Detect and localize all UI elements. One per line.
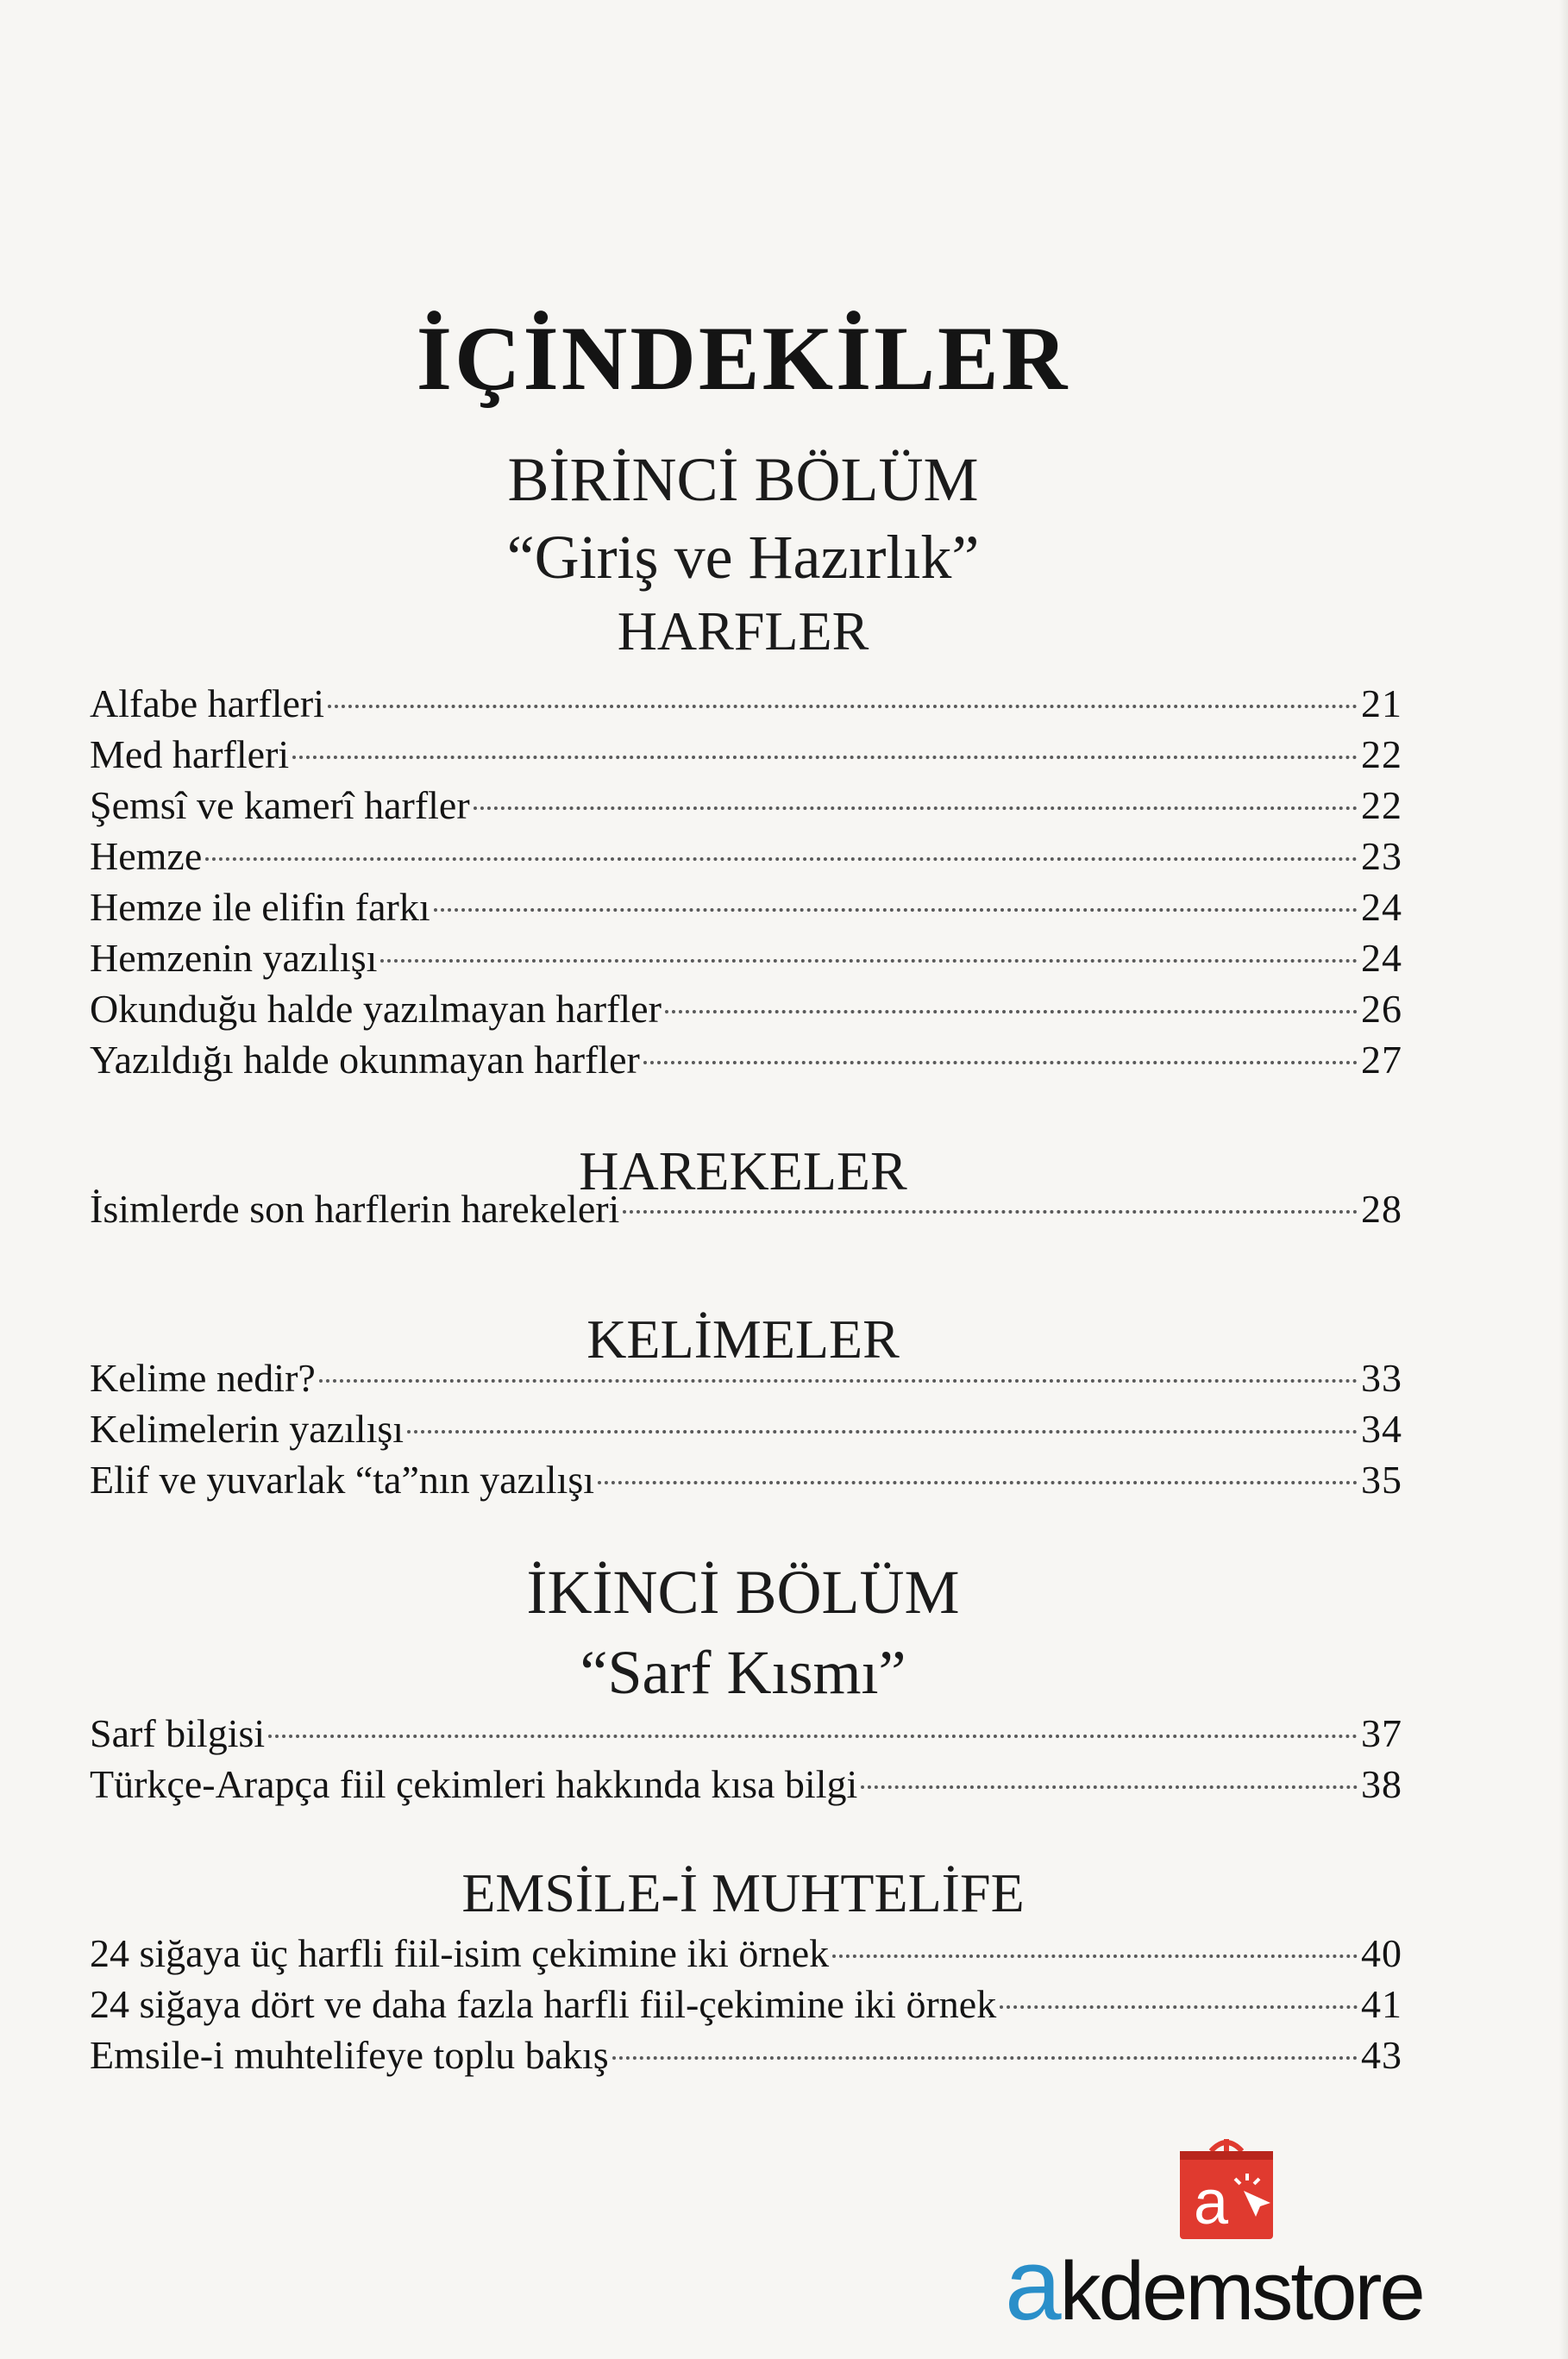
toc-entry-label: Hemze — [90, 834, 203, 878]
toc-entry — [90, 1979, 1402, 2030]
toc-entry — [90, 729, 1402, 780]
toc-entry — [90, 1352, 1402, 1403]
toc-entry-label: Kelimelerin yazılışı — [90, 1407, 405, 1451]
section-heading-emsile: EMSİLE-İ MUHTELİFE — [461, 1862, 1025, 1923]
toc-entry-page-number: 24 — [1361, 936, 1402, 980]
watermark-badge-icon — [1176, 2139, 1276, 2239]
toc-entry-label: Elif ve yuvarlak “ta”nın yazılışı — [90, 1458, 594, 1502]
section-heading-harfler: HARFLER — [617, 600, 869, 662]
dot-leader — [268, 1735, 1358, 1738]
toc-entry-page-number: 37 — [1361, 1711, 1402, 1755]
toc-entry-label: İsimlerde son harflerin harekeleri — [90, 1187, 620, 1231]
section-heading-harekeler: HAREKELER — [579, 1140, 907, 1201]
dot-leader — [1000, 2005, 1358, 2009]
toc-list-kelimeler — [90, 1352, 1402, 1505]
toc-entry-page-number: 22 — [1361, 732, 1402, 776]
toc-entry-label: Alfabe harfleri — [90, 681, 325, 725]
toc-entry-label: Sarf bilgisi — [90, 1711, 266, 1755]
dot-leader — [407, 1430, 1358, 1434]
toc-entry-label: Emsile-i muhtelifeye toplu bakış — [90, 2033, 609, 2077]
dot-leader — [598, 1481, 1358, 1484]
toc-list-sarf — [90, 1708, 1402, 1810]
toc-entry-page-number: 22 — [1361, 783, 1402, 827]
toc-list-harekeler — [90, 1183, 1402, 1234]
toc-entry-page-number: 40 — [1361, 1931, 1402, 1975]
dot-leader — [612, 2056, 1358, 2060]
toc-entry — [90, 1708, 1402, 1759]
toc-entry-page-number: 35 — [1361, 1458, 1402, 1502]
toc-entry — [90, 2030, 1402, 2080]
toc-entry-page-number: 43 — [1361, 2033, 1402, 2077]
part1-subtitle: “Giriş ve Hazırlık” — [506, 523, 980, 592]
toc-entry-label: Kelime nedir? — [90, 1356, 316, 1400]
toc-entry-page-number: 27 — [1361, 1038, 1402, 1082]
dot-leader — [643, 1061, 1358, 1064]
toc-entry-page-number: 38 — [1361, 1762, 1402, 1806]
dot-leader — [205, 857, 1358, 861]
toc-entry — [90, 780, 1402, 831]
toc-entry-label: Yazıldığı halde okunmayan harfler — [90, 1038, 640, 1082]
toc-entry — [90, 1928, 1402, 1979]
toc-entry-label: Hemze ile elifin farkı — [90, 885, 430, 929]
toc-entry — [90, 1183, 1402, 1234]
badge-handle — [1211, 2139, 1242, 2151]
badge-lid — [1180, 2151, 1273, 2160]
toc-entry-page-number: 24 — [1361, 885, 1402, 929]
page-title: İÇİNDEKİLER — [416, 308, 1070, 410]
toc-entry-page-number: 28 — [1361, 1187, 1402, 1231]
page-edge — [1559, 0, 1568, 2359]
toc-entry-page-number: 34 — [1361, 1407, 1402, 1451]
dot-leader — [474, 806, 1358, 810]
toc-entry — [90, 1034, 1402, 1085]
badge-letter: a — [1193, 2168, 1229, 2237]
toc-entry-label: Okunduğu halde yazılmayan harfler — [90, 987, 662, 1031]
section-heading-kelimeler: KELİMELER — [586, 1308, 900, 1370]
toc-entry-label: Şemsî ve kamerî harfler — [90, 783, 470, 827]
dot-leader — [292, 756, 1358, 759]
dot-leader — [861, 1785, 1358, 1789]
toc-entry — [90, 983, 1402, 1034]
dot-leader — [328, 705, 1358, 708]
toc-list-harfler — [90, 678, 1402, 1085]
toc-entry-page-number: 33 — [1361, 1356, 1402, 1400]
toc-entry-label: Türkçe-Arapça fiil çekimleri hakkında kısa bilgi — [90, 1762, 858, 1806]
dot-leader — [380, 959, 1358, 963]
toc-entry — [90, 678, 1402, 729]
toc-entry — [90, 881, 1402, 932]
part2-heading: İKİNCİ BÖLÜM — [526, 1558, 960, 1627]
brand-first-letter: a — [1005, 2228, 1060, 2342]
toc-entry-label: Med harfleri — [90, 732, 290, 776]
dot-leader — [665, 1010, 1358, 1013]
brand-rest: kdemstore — [1059, 2245, 1423, 2337]
part2-subtitle: “Sarf Kısmı” — [580, 1638, 906, 1707]
toc-entry-label: 24 siğaya dört ve daha fazla harfli fiil-çekimine iki örnek — [90, 1982, 997, 2026]
toc-entry-page-number: 21 — [1361, 681, 1402, 725]
watermark-brand — [1005, 2228, 1423, 2342]
dot-leader — [623, 1210, 1358, 1214]
toc-entry — [90, 831, 1402, 881]
dot-leader — [434, 908, 1358, 912]
dot-leader — [832, 1954, 1358, 1958]
toc-entry — [90, 1759, 1402, 1810]
toc-entry-label: Hemzenin yazılışı — [90, 936, 378, 980]
toc-entry — [90, 1454, 1402, 1505]
toc-entry-label: 24 siğaya üç harfli fiil-isim çekimine iki örnek — [90, 1931, 830, 1975]
toc-entry-page-number: 23 — [1361, 834, 1402, 878]
toc-entry — [90, 932, 1402, 983]
toc-entry-page-number: 41 — [1361, 1982, 1402, 2026]
toc-entry-page-number: 26 — [1361, 987, 1402, 1031]
dot-leader — [319, 1379, 1358, 1383]
toc-list-emsile — [90, 1928, 1402, 2080]
part1-heading: BİRİNCİ BÖLÜM — [507, 445, 979, 514]
toc-entry — [90, 1403, 1402, 1454]
